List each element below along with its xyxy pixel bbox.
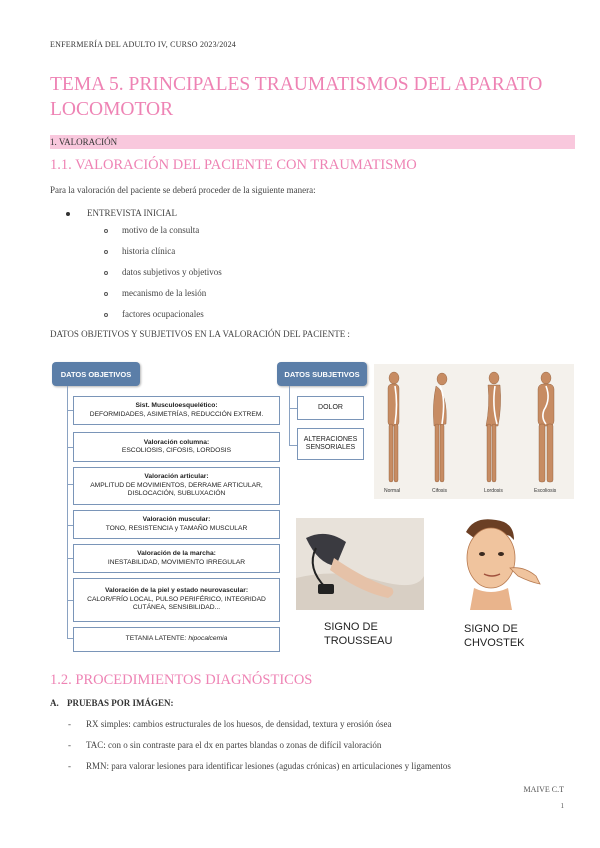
- circle-bullet-icon: [104, 292, 108, 296]
- pruebas-imagen-heading: A. PRUEBAS POR IMÁGEN:: [50, 698, 174, 708]
- objetivo-box: TETANIA LATENTE: hipocalcemia: [73, 627, 280, 652]
- title-line-1: TEMA 5. PRINCIPALES TRAUMATISMOS DEL APARATO: [50, 74, 543, 95]
- trousseau-photo: [296, 518, 424, 610]
- title-line-2: LOCOMOTOR: [50, 99, 174, 120]
- subitem-list: motivo de la consulta historia clínica datos subjetivos y objetivos mecanismo de la lesión factores ocupacionales: [104, 225, 404, 330]
- trousseau-illustration: [296, 518, 424, 610]
- list-item: - RX simples: cambios estructurales de los huesos, de densidad, textura y erosión ósea: [68, 719, 392, 729]
- objetivo-box: Sist. Musculoesquelético: DEFORMIDADES, ASIMETRÍAS, REDUCCIÓN EXTREM.: [73, 396, 280, 425]
- subsection-heading-1-1: 1.1. VALORACIÓN DEL PACIENTE CON TRAUMATISMO: [50, 157, 417, 173]
- footer-author: MAIVE C.T: [523, 785, 564, 794]
- list-item: - RMN: para valorar lesiones para identificar lesiones (agudas crónicas) en articulaciones y ligamentos: [68, 761, 451, 771]
- page-title: [50, 72, 570, 122]
- objetivo-box: Valoración muscular: TONO, RESISTENCIA y TAMAÑO MUSCULAR: [73, 510, 280, 539]
- running-header: ENFERMERÍA DEL ADULTO IV, CURSO 2023/2024: [50, 40, 236, 49]
- bullet-dot-icon: [66, 212, 70, 216]
- datos-subjetivos-header: DATOS SUBJETIVOS: [277, 362, 367, 386]
- subsection-heading-1-2: 1.2. PROCEDIMIENTOS DIAGNÓSTICOS: [50, 672, 313, 688]
- spine-postures-image: [374, 364, 574, 499]
- spine-labels: Normal Cifosis Lordosis Escoliosis: [384, 488, 557, 494]
- list-item: - TAC: con o sin contraste para el dx en partes blandas o zonas de difícil valoración: [68, 740, 382, 750]
- objetivo-box: Valoración de la piel y estado neurovascular: CALOR/FRÍO LOCAL, PULSO PERIFÉRICO, INTEGRIDAD CUTÁNEA, SENSIBILIDAD...: [73, 578, 280, 622]
- chvostek-label: SIGNO DE CHVOSTEK: [464, 623, 525, 649]
- bullet-entrevista: [66, 208, 366, 220]
- datos-objetivos-header: DATOS OBJETIVOS: [52, 362, 140, 386]
- subjetivo-box-dolor: DOLOR: [297, 396, 364, 420]
- objetivo-box: Valoración articular: AMPLITUD DE MOVIMIENTOS, DERRAME ARTICULAR, DISLOCACIÓN, SUBLUXACIÓN: [73, 467, 280, 505]
- objetivo-box: Valoración de la marcha: INESTABILIDAD, MOVIMIENTO IRREGULAR: [73, 544, 280, 573]
- circle-bullet-icon: [104, 271, 108, 275]
- circle-bullet-icon: [104, 250, 108, 254]
- spine-postures-illustration: [374, 364, 574, 499]
- objetivo-box: Valoración columna: ESCOLIOSIS, CIFOSIS, LORDOSIS: [73, 432, 280, 462]
- bullet-label: ENTREVISTA INICIAL: [87, 208, 178, 218]
- diagram-caption: DATOS OBJETIVOS Y SUBJETIVOS EN LA VALORACIÓN DEL PACIENTE :: [50, 329, 350, 339]
- chvostek-image: [444, 512, 542, 610]
- intro-paragraph: Para la valoración del paciente se deberá proceder de la siguiente manera:: [50, 185, 316, 195]
- subjetivo-box-alteraciones: ALTERACIONES SENSORIALES: [297, 428, 364, 460]
- pruebas-list: [68, 719, 588, 779]
- chvostek-illustration: [444, 512, 542, 610]
- connector-line: [289, 445, 297, 446]
- circle-bullet-icon: [104, 229, 108, 233]
- section-heading-valoracion: 1. VALORACIÓN: [50, 135, 575, 149]
- valoracion-diagram: [50, 360, 575, 660]
- circle-bullet-icon: [104, 313, 108, 317]
- connector-line: [289, 408, 297, 409]
- connector-line: [289, 386, 290, 446]
- page-number: 1: [560, 802, 564, 810]
- trousseau-label: SIGNO DE TROUSSEAU: [324, 621, 393, 647]
